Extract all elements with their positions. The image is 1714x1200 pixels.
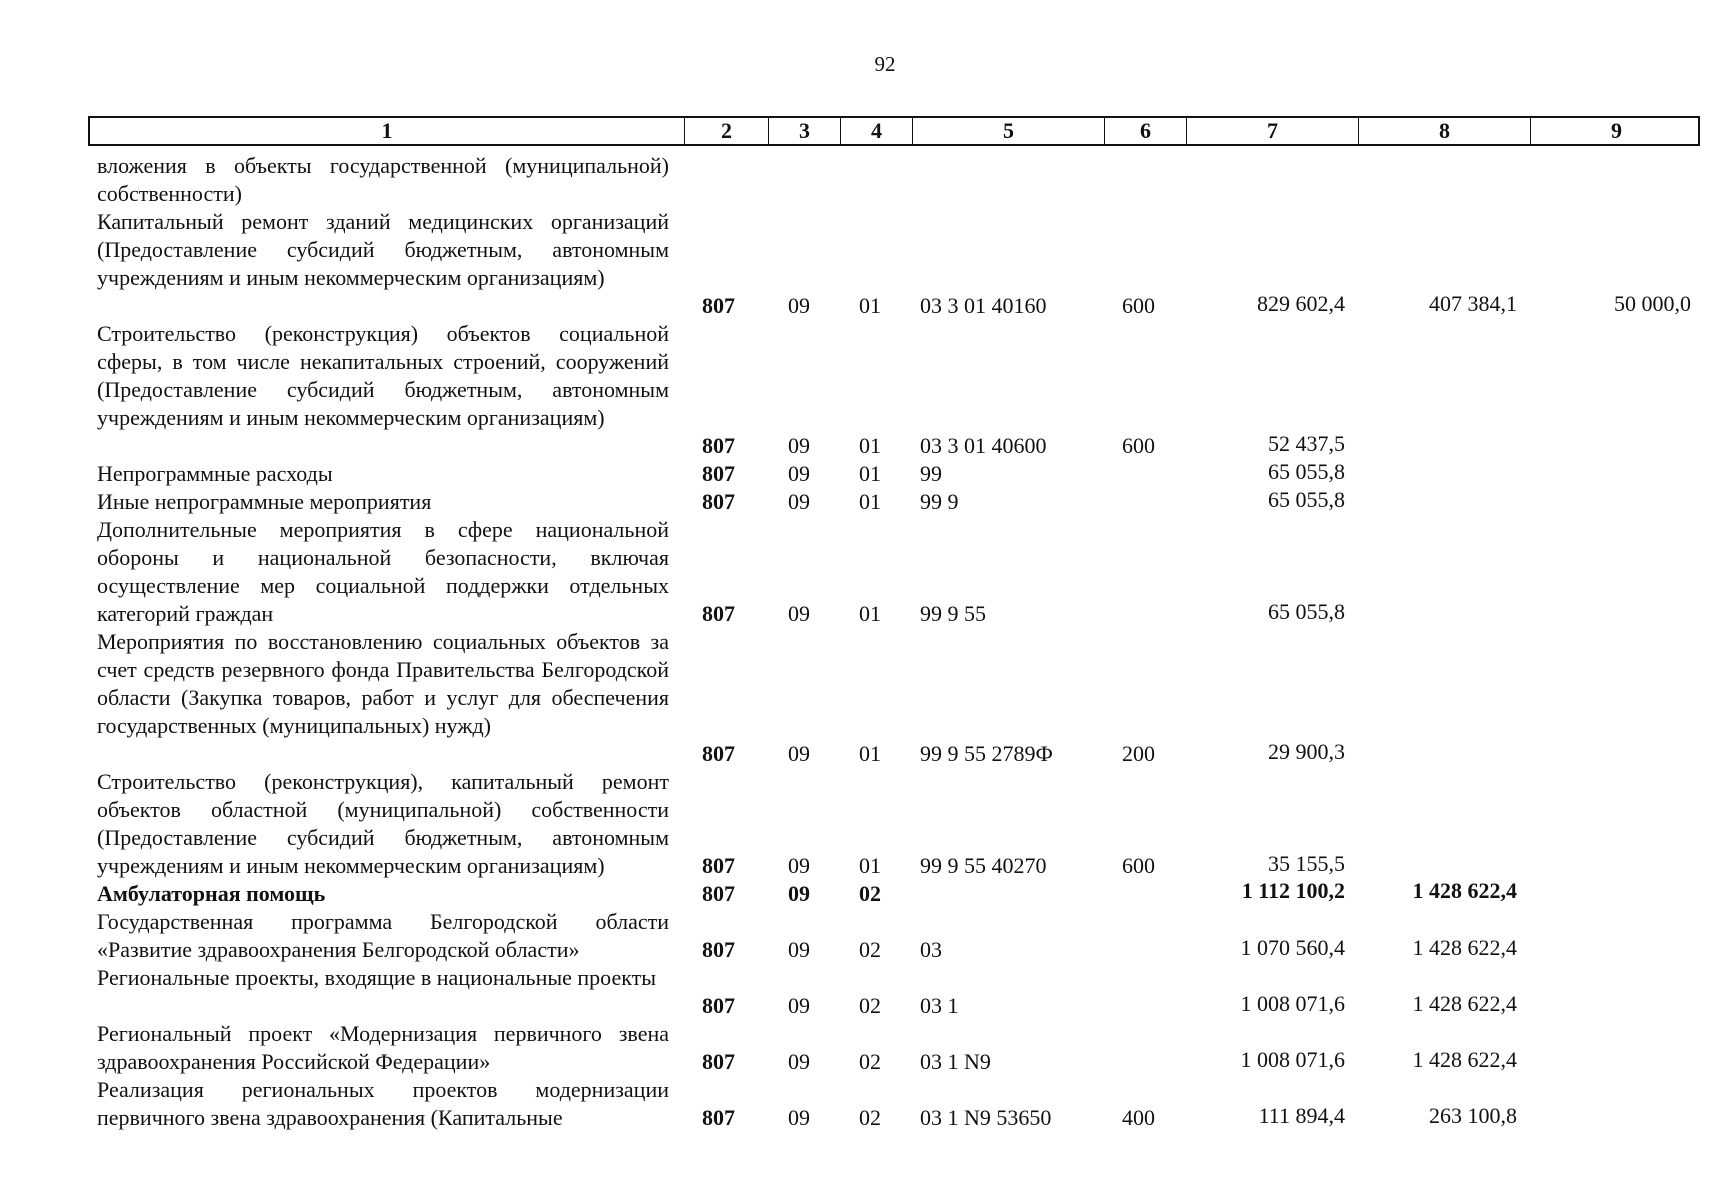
cell-amount-8: 1 428 622,4 — [1412, 1047, 1517, 1072]
row-description: Дополнительные мероприятия в сфере национальной обороны и национальной безопасности, включая осуществление мер социальной поддержки отдельных категорий граждан — [97, 517, 669, 626]
cell-amount-9: 50 000,0 — [1614, 291, 1691, 316]
cell-subsection: 01 — [859, 489, 881, 514]
cell-subsection: 02 — [859, 881, 881, 906]
cell-section: 09 — [788, 489, 810, 514]
cell-subsection: 01 — [859, 461, 881, 486]
cell-target-article: 99 — [920, 461, 942, 486]
cell-target-article: 99 9 55 40270 — [920, 853, 1047, 878]
row-description: вложения в объекты государственной (муниципальной) собственности) — [97, 153, 669, 206]
cell-admin-code: 807 — [702, 937, 735, 962]
cell-expense-type: 600 — [1122, 433, 1155, 458]
row-description: Государственная программа Белгородской области «Развитие здравоохранения Белгородской области» — [97, 909, 669, 962]
row-description: Мероприятия по восстановлению социальных объектов за счет средств резервного фонда Правительства Белгородской области (Закупка товаров, работ и услуг для обеспечения государственных (муниципальных) нужд) — [97, 629, 669, 738]
cell-section: 09 — [788, 433, 810, 458]
cell-amount-7: 65 055,8 — [1268, 459, 1345, 484]
cell-amount-7: 35 155,5 — [1268, 851, 1345, 876]
row-description: Реализация региональных проектов модернизации первичного звена здравоохранения (Капитальные — [97, 1077, 669, 1130]
header-col-9: 9 — [1530, 118, 1702, 144]
header-col-4: 4 — [840, 118, 912, 144]
row-description: Иные непрограммные мероприятия — [97, 489, 432, 514]
cell-expense-type: 600 — [1122, 853, 1155, 878]
header-col-3: 3 — [768, 118, 840, 144]
cell-amount-7: 1 070 560,4 — [1240, 935, 1345, 960]
cell-admin-code: 807 — [702, 741, 735, 766]
header-col-8: 8 — [1358, 118, 1530, 144]
cell-admin-code: 807 — [702, 881, 735, 906]
cell-subsection: 02 — [859, 937, 881, 962]
page-number: 92 — [874, 52, 896, 76]
row-description: Капитальный ремонт зданий медицинских организаций (Предоставление субсидий бюджетным, автономным учреждениям и иным некоммерческим организациям) — [97, 209, 669, 290]
cell-subsection: 01 — [859, 853, 881, 878]
cell-amount-7: 52 437,5 — [1268, 431, 1345, 456]
cell-amount-8: 1 428 622,4 — [1412, 935, 1517, 960]
cell-subsection: 01 — [859, 293, 881, 318]
cell-subsection: 02 — [859, 993, 881, 1018]
cell-target-article: 99 9 55 2789Ф — [920, 741, 1053, 766]
cell-admin-code: 807 — [702, 601, 735, 626]
cell-target-article: 03 3 01 40160 — [920, 293, 1047, 318]
cell-section: 09 — [788, 741, 810, 766]
cell-amount-7: 829 602,4 — [1257, 291, 1345, 316]
row-description: Региональный проект «Модернизация первичного звена здравоохранения Российской Федерации» — [97, 1021, 669, 1074]
cell-section: 09 — [788, 293, 810, 318]
header-col-5: 5 — [912, 118, 1104, 144]
cell-admin-code: 807 — [702, 1049, 735, 1074]
cell-target-article: 03 1 — [920, 993, 959, 1018]
cell-amount-7: 1 112 100,2 — [1241, 878, 1345, 903]
cell-amount-8: 407 384,1 — [1429, 291, 1517, 316]
cell-target-article: 03 1 N9 53650 — [920, 1105, 1052, 1130]
header-col-2: 2 — [684, 118, 768, 144]
header-col-6: 6 — [1104, 118, 1186, 144]
cell-admin-code: 807 — [702, 461, 735, 486]
cell-expense-type: 200 — [1122, 741, 1155, 766]
cell-amount-7: 29 900,3 — [1268, 739, 1345, 764]
cell-amount-8: 1 428 622,4 — [1412, 991, 1517, 1016]
cell-section: 09 — [788, 937, 810, 962]
cell-section: 09 — [788, 1049, 810, 1074]
header-col-1: 1 — [381, 118, 393, 143]
cell-section: 09 — [788, 853, 810, 878]
cell-target-article: 03 1 N9 — [920, 1049, 991, 1074]
header-col-7: 7 — [1186, 118, 1358, 144]
cell-amount-7: 65 055,8 — [1268, 599, 1345, 624]
cell-admin-code: 807 — [702, 433, 735, 458]
cell-expense-type: 400 — [1122, 1105, 1155, 1130]
cell-subsection: 01 — [859, 601, 881, 626]
cell-section: 09 — [788, 993, 810, 1018]
row-description: Амбулаторная помощь — [97, 881, 326, 906]
cell-amount-7: 1 008 071,6 — [1240, 991, 1345, 1016]
cell-target-article: 99 9 55 — [920, 601, 986, 626]
cell-admin-code: 807 — [702, 1105, 735, 1130]
cell-section: 09 — [788, 601, 810, 626]
cell-section: 09 — [788, 461, 810, 486]
cell-amount-7: 111 894,4 — [1258, 1103, 1345, 1128]
cell-amount-7: 65 055,8 — [1268, 487, 1345, 512]
cell-admin-code: 807 — [702, 489, 735, 514]
cell-subsection: 01 — [859, 741, 881, 766]
cell-amount-8: 263 100,8 — [1429, 1103, 1517, 1128]
cell-target-article: 03 3 01 40600 — [920, 433, 1047, 458]
cell-expense-type: 600 — [1122, 293, 1155, 318]
cell-subsection: 01 — [859, 433, 881, 458]
cell-subsection: 02 — [859, 1105, 881, 1130]
row-description: Непрограммные расходы — [97, 461, 333, 486]
cell-subsection: 02 — [859, 1049, 881, 1074]
row-description: Региональные проекты, входящие в национальные проекты — [97, 965, 657, 990]
cell-amount-8: 1 428 622,4 — [1412, 878, 1517, 903]
cell-target-article: 99 9 — [920, 489, 959, 514]
cell-target-article: 03 — [920, 937, 942, 962]
table-header — [88, 116, 1700, 146]
cell-admin-code: 807 — [702, 993, 735, 1018]
row-description: Строительство (реконструкция), капитальный ремонт объектов областной (муниципальной) собственности (Предоставление субсидий бюджетным, автономным учреждениям и иным некоммерческим организациям) — [97, 769, 669, 878]
cell-admin-code: 807 — [702, 853, 735, 878]
cell-section: 09 — [788, 881, 810, 906]
row-description: Строительство (реконструкция) объектов социальной сферы, в том числе некапитальных строений, сооружений (Предоставление субсидий бюджетным, автономным учреждениям и иным некоммерческим организациям) — [97, 321, 669, 430]
cell-amount-7: 1 008 071,6 — [1240, 1047, 1345, 1072]
cell-admin-code: 807 — [702, 293, 735, 318]
cell-section: 09 — [788, 1105, 810, 1130]
